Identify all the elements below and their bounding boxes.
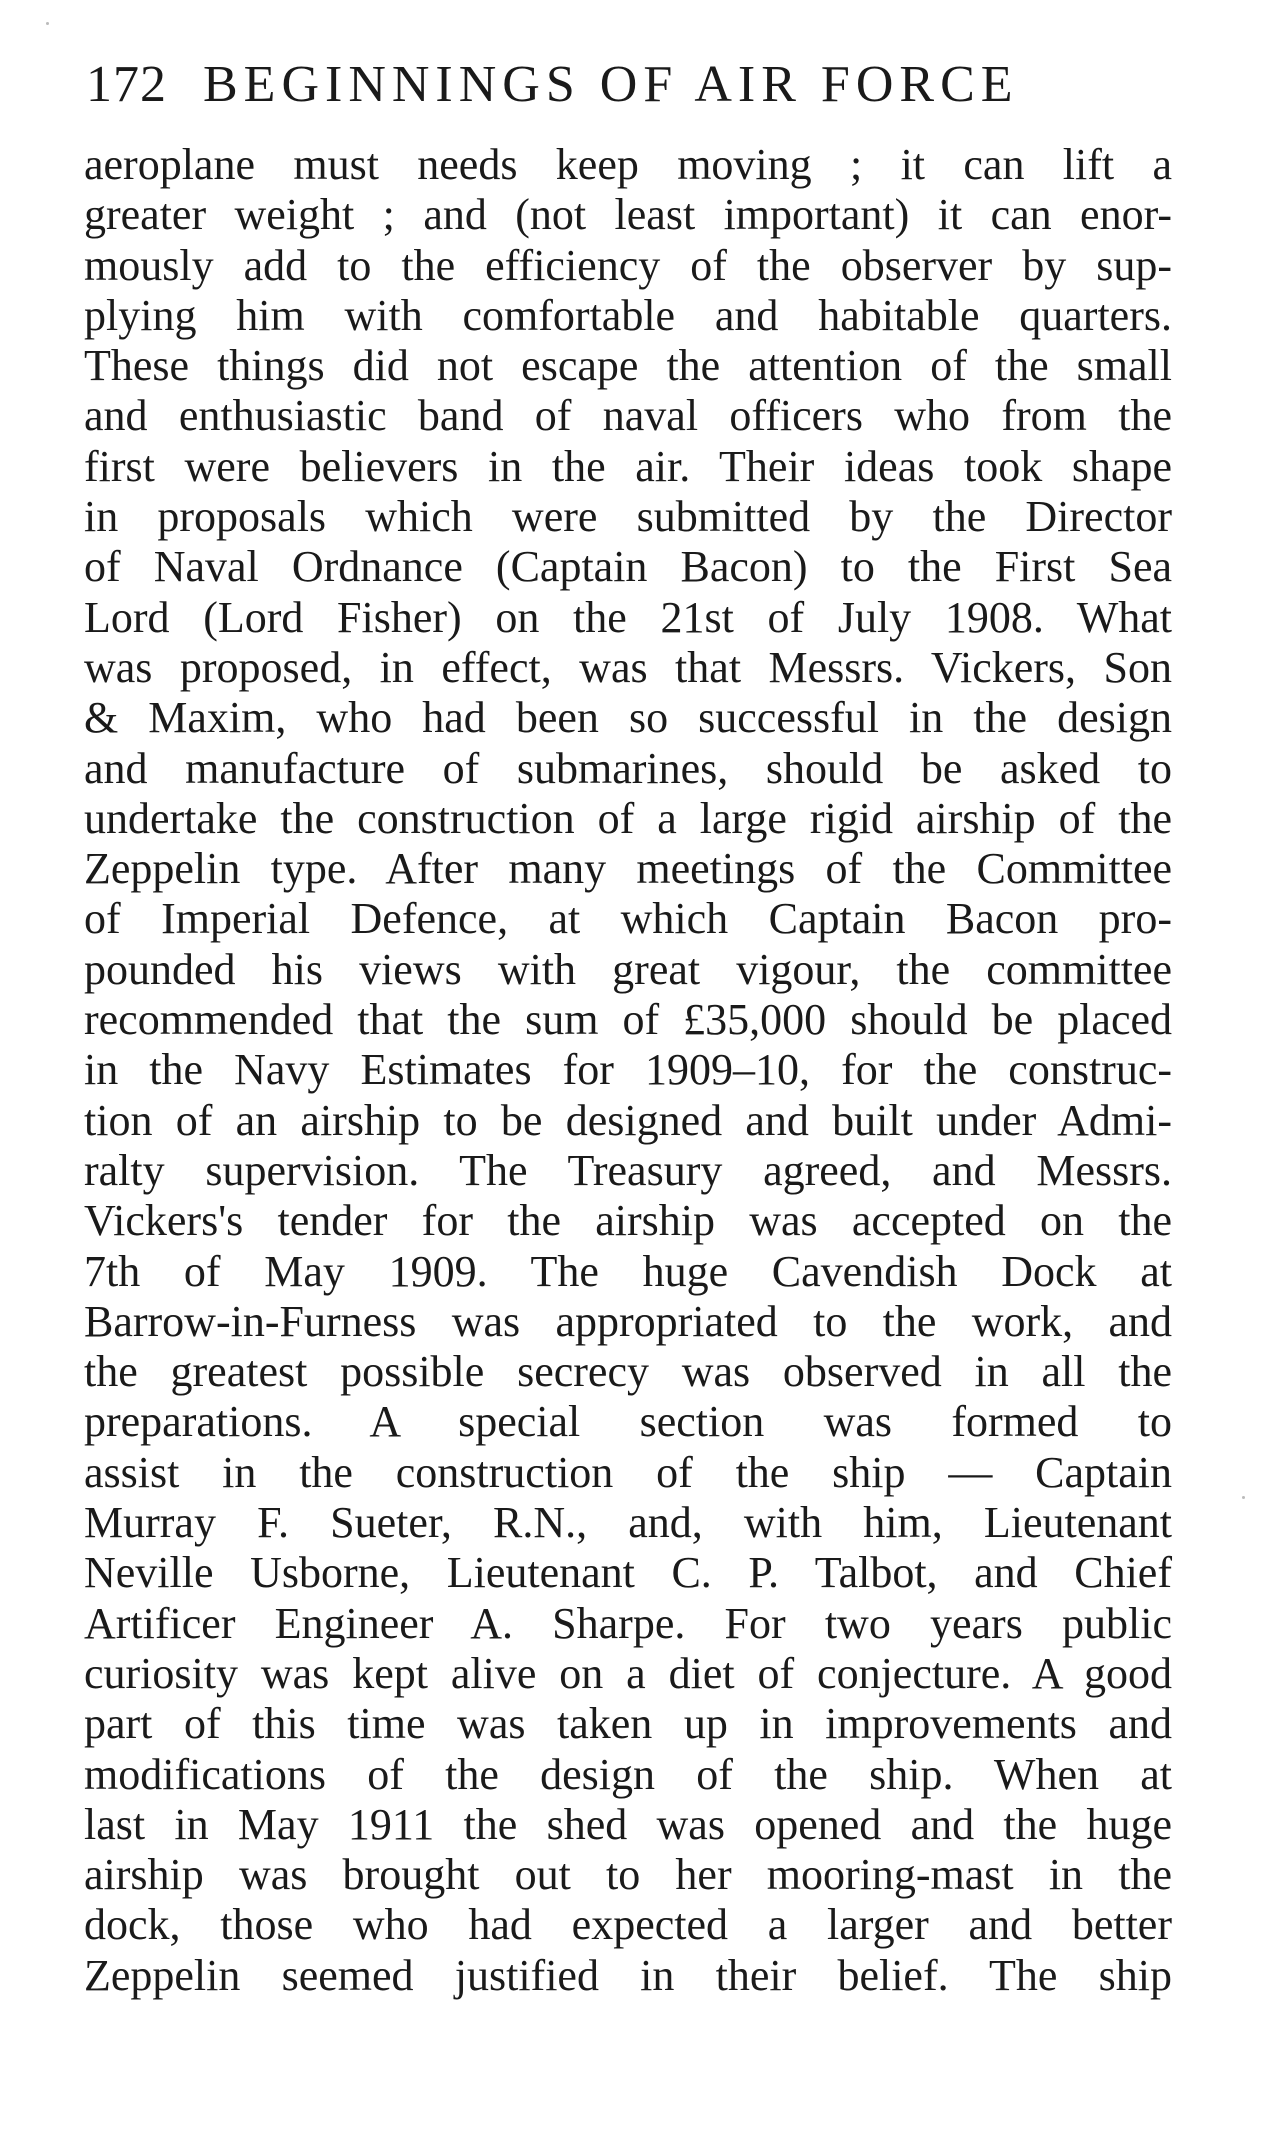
page-header [86, 50, 1186, 120]
text-line: aeroplane must needs keep moving ; it can lift a [84, 140, 1172, 189]
text-line: undertake the construction of a large rigid airship of the [84, 793, 1172, 843]
text-line: in proposals which were submitted by the Director [84, 492, 1172, 542]
text-line: assist in the construction of the ship — Captain [84, 1447, 1172, 1497]
text-line: pounded his views with great vigour, the committee [84, 944, 1172, 994]
text-line: in the Navy Estimates for 1909–10, for the construc- [84, 1045, 1172, 1095]
text-line: of Naval Ordnance (Captain Bacon) to the First Sea [84, 542, 1172, 592]
text-line: and enthusiastic band of naval officers who from the [84, 391, 1172, 441]
text-line: These things did not escape the attention of the small [84, 341, 1172, 391]
text-line: was proposed, in effect, was that Messrs. Vickers, Son [84, 642, 1172, 692]
paper-speck [1242, 1496, 1245, 1499]
text-line: part of this time was taken up in improvements and [84, 1699, 1172, 1749]
text-line: and manufacture of submarines, should be asked to [84, 743, 1172, 793]
text-line: Artificer Engineer A. Sharpe. For two years public [84, 1598, 1172, 1648]
text-line: Barrow-in-Furness was appropriated to the work, and [84, 1296, 1172, 1346]
text-line: preparations. A special section was formed to [84, 1397, 1172, 1447]
text-line: last in May 1911 the shed was opened and the huge [84, 1799, 1172, 1849]
text-line: first were believers in the air. Their ideas took shape [84, 441, 1172, 491]
text-line: mously add to the efficiency of the observer by sup- [84, 240, 1172, 290]
text-line: Lord (Lord Fisher) on the 21st of July 1908. What [84, 592, 1172, 642]
text-line: ralty supervision. The Treasury agreed, and Messrs. [84, 1145, 1172, 1195]
text-line: tion of an airship to be designed and built under Admi- [84, 1095, 1172, 1145]
text-line: dock, those who had expected a larger and better [84, 1900, 1172, 1950]
text-line: plying him with comfortable and habitable quarters. [84, 290, 1172, 340]
text-line: modifications of the design of the ship. When at [84, 1749, 1172, 1799]
text-line: Zeppelin seemed justified in their belief. The ship [84, 1950, 1172, 2000]
text-line: recommended that the sum of £35,000 should be placed [84, 995, 1172, 1045]
text-line: Vickers's tender for the airship was accepted on the [84, 1196, 1172, 1246]
text-line: Zeppelin type. After many meetings of the Committee [84, 844, 1172, 894]
page-number: 172 [86, 56, 167, 113]
text-line: of Imperial Defence, at which Captain Bacon pro- [84, 894, 1172, 944]
text-line: & Maxim, who had been so successful in the design [84, 693, 1172, 743]
running-title: BEGINNINGS OF AIR FORCE [203, 56, 1019, 113]
text-line: airship was brought out to her mooring-mast in the [84, 1850, 1172, 1900]
text-line: greater weight ; and (not least important) it can enor- [84, 190, 1172, 240]
text-line: Murray F. Sueter, R.N., and, with him, Lieutenant [84, 1498, 1172, 1548]
text-line: curiosity was kept alive on a diet of conjecture. A good [84, 1648, 1172, 1698]
text-line: Neville Usborne, Lieutenant C. P. Talbot, and Chief [84, 1548, 1172, 1598]
body-text [84, 140, 1172, 2001]
text-line: the greatest possible secrecy was observed in all the [84, 1347, 1172, 1397]
paper-speck [46, 22, 49, 25]
text-line: 7th of May 1909. The huge Cavendish Dock at [84, 1246, 1172, 1296]
